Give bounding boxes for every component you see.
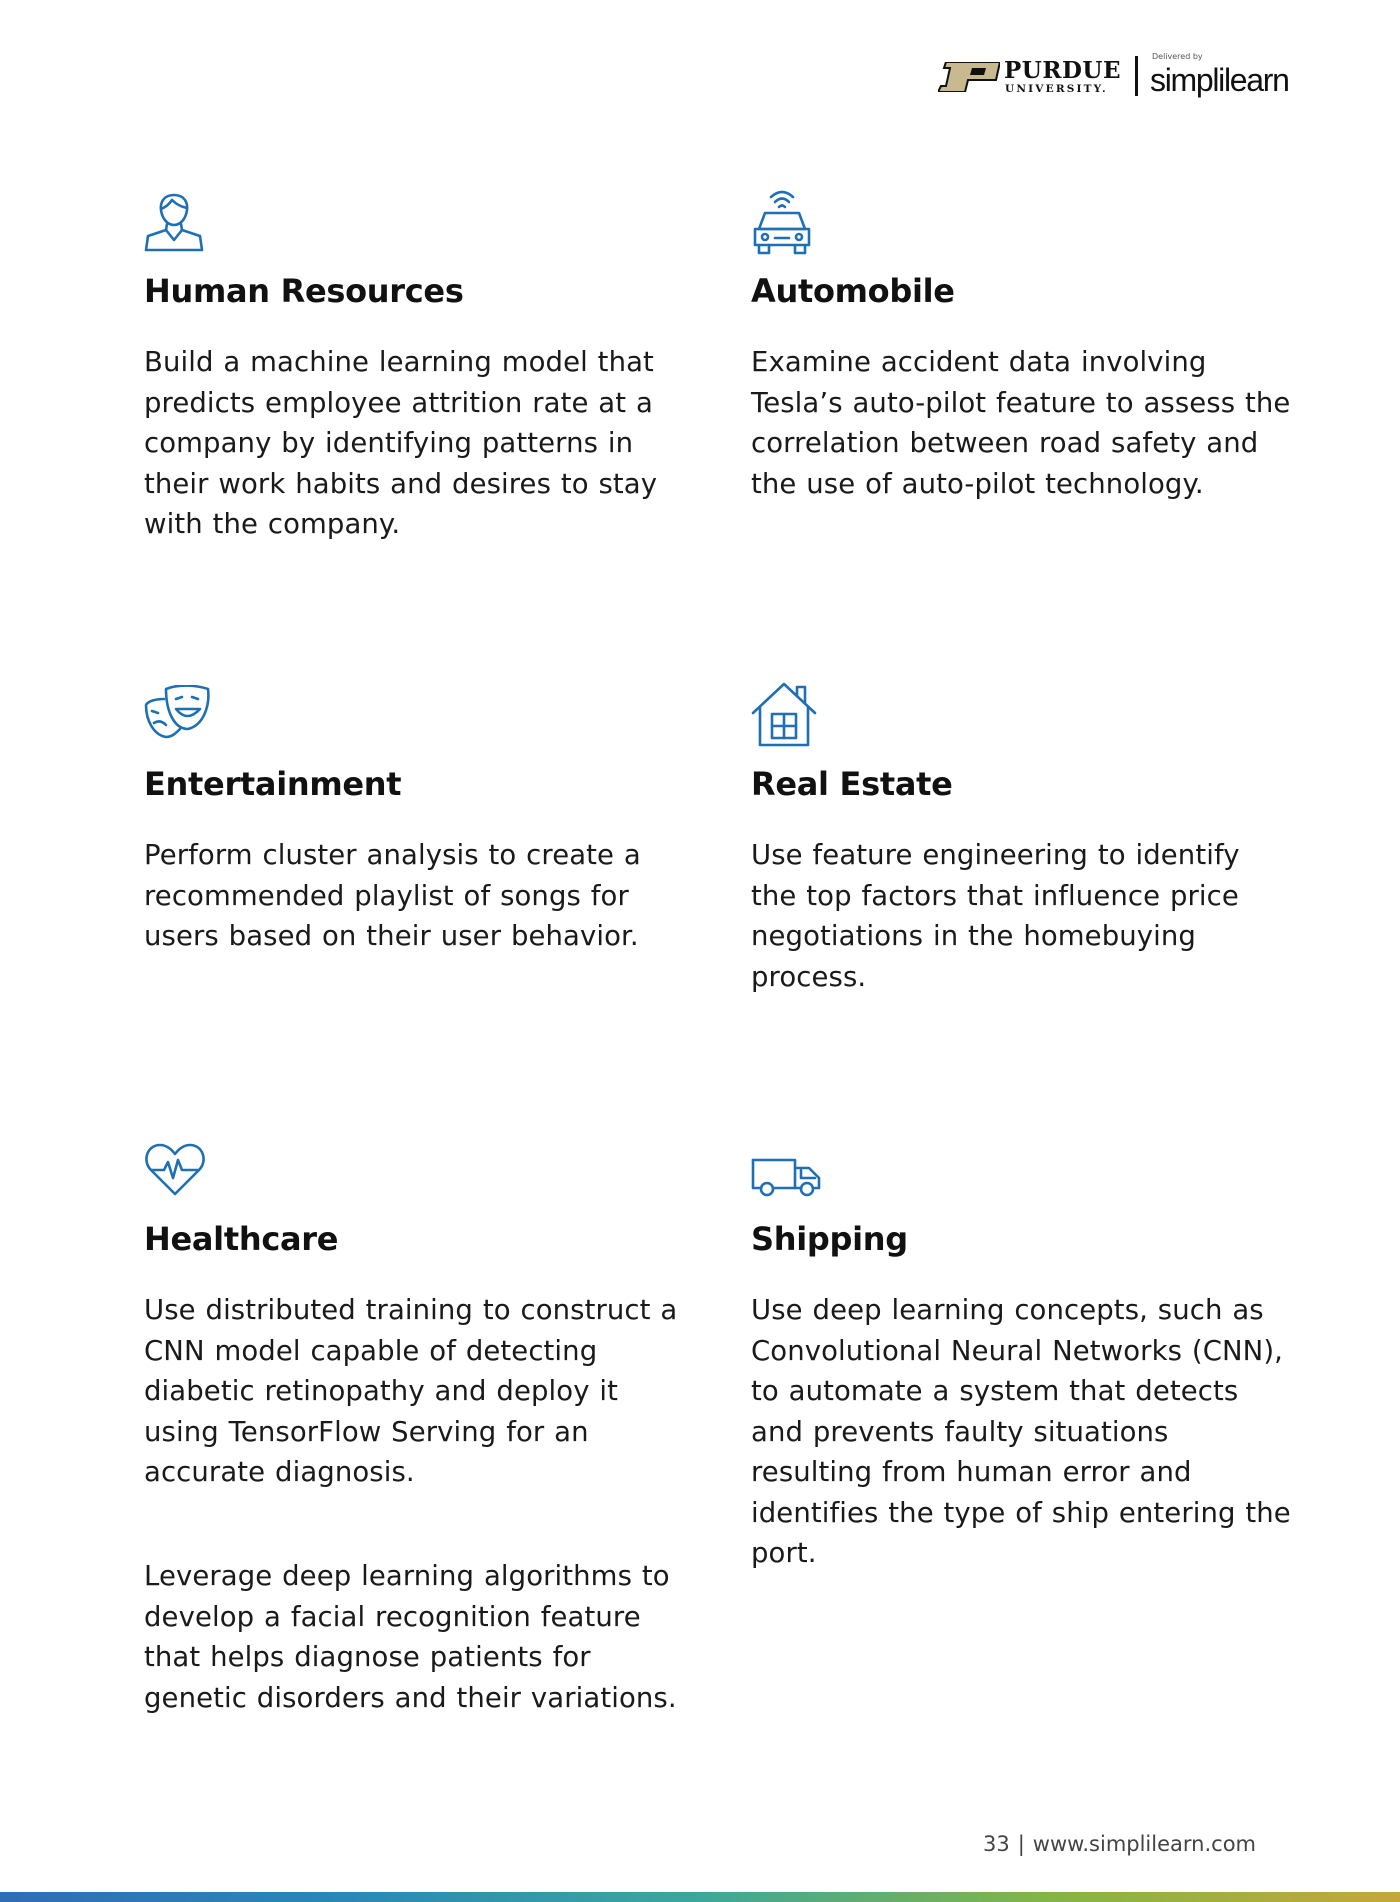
- section-body: Use feature engineering to identify the top factors that influence price negotiations in the homebuying process.: [751, 839, 1240, 993]
- logo-divider: [1135, 56, 1138, 96]
- section-body: Examine accident data involving Tesla’s auto-pilot feature to assess the correlation between road safety and the use of auto-pilot technology.: [751, 346, 1291, 500]
- section-heading: Shipping: [751, 1220, 908, 1258]
- section-body: Use deep learning concepts, such as Convolutional Neural Networks (CNN), to automate a system that detects and prevents faulty situations resulting from human error and identifies the type of ship entering the port.: [751, 1294, 1291, 1569]
- footer-separator: |: [1017, 1832, 1025, 1856]
- partner-logo-text: simplilearn: [1150, 62, 1289, 98]
- page-footer: [983, 1832, 1256, 1856]
- connected-car-icon: [751, 187, 813, 257]
- person-icon: [144, 192, 204, 254]
- university-subtitle: UNIVERSITY.: [1005, 83, 1108, 95]
- section-heading: Real Estate: [751, 765, 953, 803]
- section-heading: Entertainment: [144, 765, 402, 803]
- house-icon: [751, 681, 817, 747]
- website-link[interactable]: www.simplilearn.com: [1032, 1832, 1256, 1856]
- university-name: PURDUE: [1004, 57, 1122, 84]
- purdue-p-logo-icon: [938, 62, 1000, 92]
- section-heading: Human Resources: [144, 272, 464, 310]
- section-body: Build a machine learning model that predicts employee attrition rate at a company by identifying patterns in their work habits and desires to stay with the company.: [144, 346, 658, 540]
- truck-icon: [751, 1156, 821, 1198]
- section-heading: Automobile: [751, 272, 955, 310]
- section-body: Leverage deep learning algorithms to develop a facial recognition feature that helps diagnose patients for genetic disorders and their variations.: [144, 1560, 677, 1714]
- section-body: Use distributed training to construct a CNN model capable of detecting diabetic retinopathy and deploy it using TensorFlow Serving for an accurate diagnosis.: [144, 1294, 678, 1488]
- section-heading: Healthcare: [144, 1220, 339, 1258]
- header-logo: [938, 52, 1289, 102]
- heart-pulse-icon: [144, 1142, 206, 1198]
- page-number: 33: [982, 1832, 1010, 1856]
- bottom-gradient-bar: [0, 1892, 1400, 1902]
- delivered-by-label: Delivered by: [1152, 52, 1203, 61]
- theater-masks-icon: [144, 685, 212, 743]
- section-body: Perform cluster analysis to create a recommended playlist of songs for users based on their user behavior.: [144, 839, 641, 952]
